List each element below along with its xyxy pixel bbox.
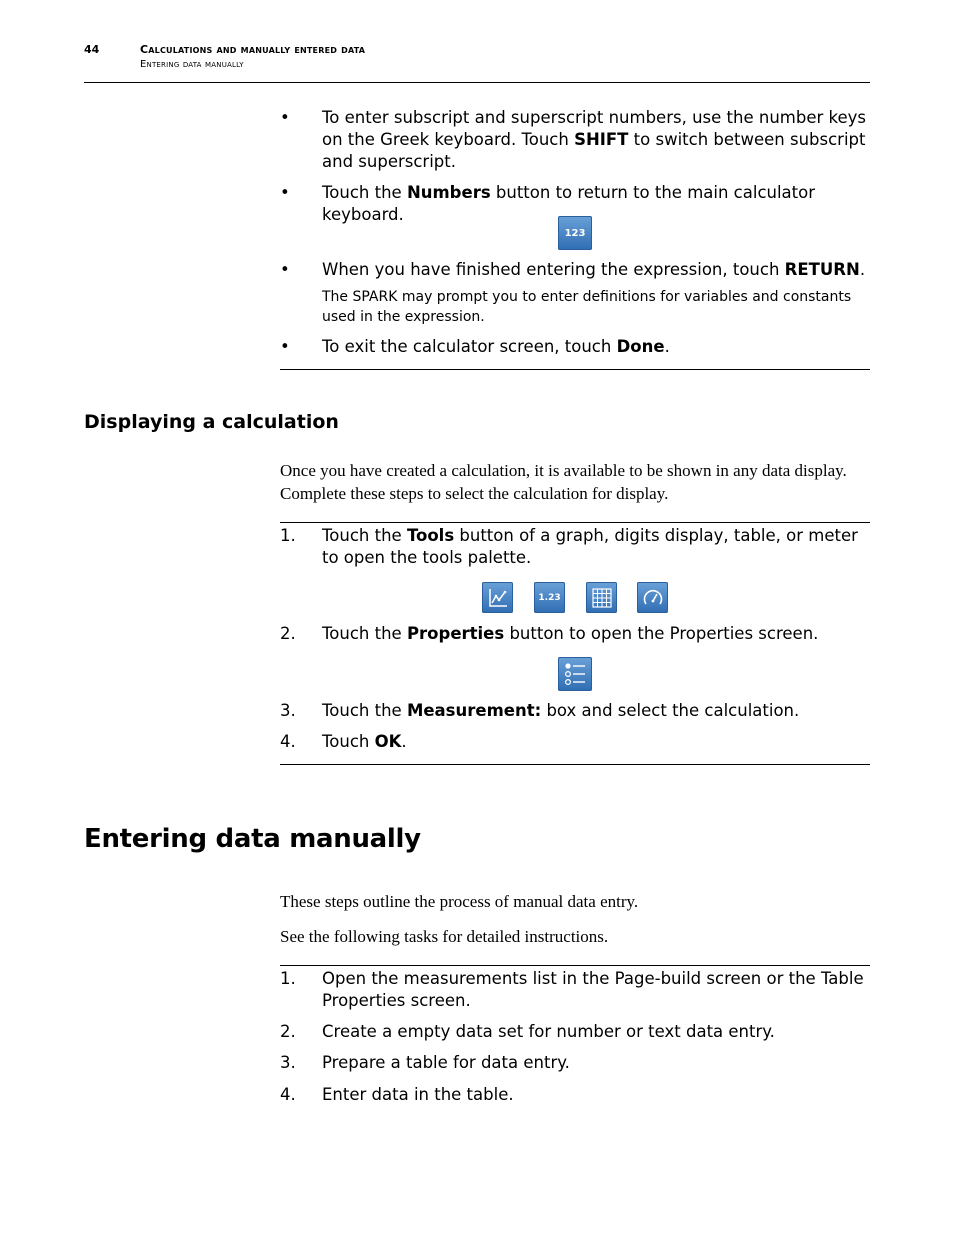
step-text xyxy=(322,731,870,753)
section-rule xyxy=(280,369,870,370)
bullet-marker: • xyxy=(280,337,290,356)
text-run: Create a empty data set for number or text data entry. xyxy=(322,1022,775,1041)
step-number: 1. xyxy=(280,526,296,545)
numbers-icon-label: 123 xyxy=(564,227,586,239)
list-item-text xyxy=(322,107,870,173)
properties-list-icon xyxy=(558,657,592,691)
text-run: . xyxy=(664,337,670,356)
list-item-text xyxy=(322,259,870,281)
bold-term: Properties xyxy=(406,624,505,643)
step-text xyxy=(322,1052,870,1074)
text-run: Prepare a table for data entry. xyxy=(322,1053,570,1072)
numbers-button-icon xyxy=(558,216,592,250)
step-number: 1. xyxy=(280,969,296,988)
text-run: Open the measurements list in the Page-build screen or the Table Properties screen. xyxy=(322,969,864,1010)
step-text xyxy=(322,525,870,569)
step-number: 3. xyxy=(280,1053,296,1072)
chapter-heading: Entering data manually xyxy=(84,824,421,854)
step-number: 4. xyxy=(280,1085,296,1104)
section-rule xyxy=(280,764,870,765)
text-run: . xyxy=(401,732,407,751)
header-rule xyxy=(84,82,870,83)
text-run: Touch the xyxy=(322,183,407,202)
step-number: 2. xyxy=(280,1022,296,1041)
graph-tools-icon xyxy=(482,582,513,613)
running-header-section: Entering data manually xyxy=(140,59,244,70)
bold-term: Numbers xyxy=(406,183,491,202)
section-intro-secondary: See the following tasks for detailed instructions. xyxy=(280,927,609,946)
list-item-text xyxy=(322,336,870,358)
step-text xyxy=(322,1084,870,1106)
step-text xyxy=(322,623,870,645)
step-text xyxy=(322,1021,870,1043)
page-number: 44 xyxy=(84,43,100,56)
text-run: Touch the xyxy=(322,701,407,720)
step-number: 2. xyxy=(280,624,296,643)
bold-term: RETURN xyxy=(784,260,860,279)
section-intro: Once you have created a calculation, it is available to be shown in any data display. Complete these steps to select the calculation for display. xyxy=(280,461,847,503)
section-heading: Displaying a calculation xyxy=(84,411,339,433)
text-run: To enter subscript and superscript numbers, use the number keys on the Greek keyboard. Touch xyxy=(322,108,866,149)
list-item-text xyxy=(322,182,870,226)
text-run: Touch the xyxy=(322,624,407,643)
text-run: Touch xyxy=(322,732,375,751)
step-number: 3. xyxy=(280,701,296,720)
table-icon xyxy=(586,582,617,613)
steps-rule xyxy=(280,965,870,966)
meter-icon xyxy=(637,582,668,613)
running-header-chapter: Calculations and manually entered data xyxy=(140,43,366,56)
text-run: button to return to the main calculator keyboard. xyxy=(322,183,816,224)
step-text xyxy=(322,968,870,1012)
bullet-marker: • xyxy=(280,108,290,127)
text-run: . xyxy=(859,260,866,279)
text-run: to switch between subscript and superscript. xyxy=(322,130,866,171)
steps-rule xyxy=(280,522,870,523)
bullet-marker: • xyxy=(280,183,290,202)
text-run: Enter data in the table. xyxy=(322,1085,514,1104)
section-intro: These steps outline the process of manual data entry. xyxy=(280,892,639,911)
list-item xyxy=(280,107,870,173)
bullet-marker: • xyxy=(280,260,290,279)
text-run: To exit the calculator screen, touch xyxy=(322,337,617,356)
text-run: button to open the Properties screen. xyxy=(504,624,819,643)
text-run: box and select the calculation. xyxy=(541,701,800,720)
note-text: The SPARK may prompt you to enter definitions for variables and constants used in the expression. xyxy=(322,289,852,325)
bold-term: OK xyxy=(374,732,402,751)
bold-term: Tools xyxy=(406,526,455,545)
bold-term: Measurement: xyxy=(406,701,542,720)
text-run: button of a graph, digits display, table, or meter to open the tools palette. xyxy=(322,526,858,567)
digits-display-icon xyxy=(534,582,565,613)
step-text xyxy=(322,700,870,722)
text-run: Touch the xyxy=(322,526,407,545)
bold-term: Done xyxy=(616,337,665,356)
text-run: When you have finished entering the expression, touch xyxy=(322,260,785,279)
step-number: 4. xyxy=(280,732,296,751)
digits-icon-label: 1.23 xyxy=(538,592,561,603)
bold-term: SHIFT xyxy=(574,130,629,149)
